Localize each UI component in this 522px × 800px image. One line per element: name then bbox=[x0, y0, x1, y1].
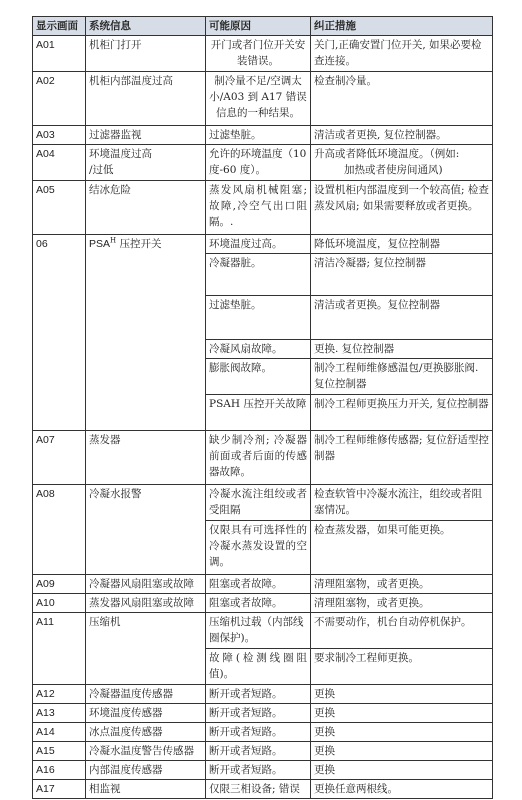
possible-cause: 仅限三相设备; 错误 bbox=[206, 780, 311, 799]
corrective-action: 更换 bbox=[311, 742, 493, 761]
display-code: 06 bbox=[33, 235, 86, 431]
system-info: 冷凝水报警 bbox=[86, 485, 206, 575]
corrective-action: 制冷工程师维修感温包/更换膨胀阀. 复位控制器 bbox=[311, 359, 493, 395]
table-row bbox=[33, 685, 493, 704]
possible-cause: 膨胀阀故障。 bbox=[206, 359, 311, 395]
header-possible-cause: 可能原因 bbox=[206, 17, 311, 36]
system-info: 冷凝器风扇阻塞或故障 bbox=[86, 575, 206, 594]
possible-cause: 断开或者短路。 bbox=[206, 704, 311, 723]
display-code: A15 bbox=[33, 742, 86, 761]
display-code: A10 bbox=[33, 594, 86, 613]
possible-cause: 环境温度过高。 bbox=[206, 235, 311, 254]
system-info: 机柜内部温度过高 bbox=[86, 72, 206, 126]
corrective-action: 清洁或者更换。复位控制器 bbox=[311, 296, 493, 340]
system-info: 相监视 bbox=[86, 780, 206, 799]
possible-cause: PSAH 压控开关故障 bbox=[206, 395, 311, 431]
possible-cause: 阻塞或者故障。 bbox=[206, 575, 311, 594]
display-code: A16 bbox=[33, 761, 86, 780]
header-system-info: 系统信息 bbox=[86, 17, 206, 36]
header-display-code: 显示画面 bbox=[33, 17, 86, 36]
possible-cause: 缺少制冷剂; 冷凝器前面或者后面的传感器故障。 bbox=[206, 431, 311, 485]
system-info bbox=[86, 145, 206, 181]
possible-cause: 故障(检测线圈阻值)。 bbox=[206, 649, 311, 685]
corrective-action: 更换任意两根线。 bbox=[311, 780, 493, 799]
table-row bbox=[33, 485, 493, 521]
table-row bbox=[33, 431, 493, 485]
action-line: 加热或者使房间通风) bbox=[344, 164, 443, 176]
possible-cause: 断开或者短路。 bbox=[206, 685, 311, 704]
possible-cause: 冷凝水流注组绞或者受阻隔 bbox=[206, 485, 311, 521]
table-row bbox=[33, 780, 493, 799]
corrective-action: 关门,正确安置门位开关, 如果必要检查连接。 bbox=[311, 36, 493, 72]
display-code: A13 bbox=[33, 704, 86, 723]
corrective-action bbox=[311, 145, 493, 181]
corrective-action: 更换 bbox=[311, 685, 493, 704]
display-code: A05 bbox=[33, 181, 86, 235]
corrective-action: 清理阻塞物，或者更换。 bbox=[311, 575, 493, 594]
table-row bbox=[33, 126, 493, 145]
display-code: A17 bbox=[33, 780, 86, 799]
possible-cause: 仅限具有可选择性的冷凝水蒸发设置的空调。 bbox=[206, 521, 311, 575]
table-row bbox=[33, 742, 493, 761]
psa-label: PSA bbox=[89, 238, 111, 250]
table-row bbox=[33, 761, 493, 780]
system-info: 内部温度传感器 bbox=[86, 761, 206, 780]
display-code: A09 bbox=[33, 575, 86, 594]
corrective-action: 设置机柜内部温度到一个较高值; 检查蒸发风扇; 如果需要释放或者更换。 bbox=[311, 181, 493, 235]
corrective-action: 清理阻塞物，或者更换。 bbox=[311, 594, 493, 613]
system-info: 过滤器监视 bbox=[86, 126, 206, 145]
system-info: 蒸发器 bbox=[86, 431, 206, 485]
possible-cause: 开门或者门位开关安装错误。 bbox=[206, 36, 311, 72]
possible-cause: 压缩机过载（内部线圈保护)。 bbox=[206, 613, 311, 649]
system-info: 机柜门打开 bbox=[86, 36, 206, 72]
possible-cause: 断开或者短路。 bbox=[206, 742, 311, 761]
possible-cause: 允许的环境温度（10度-60 度）。 bbox=[206, 145, 311, 181]
corrective-action: 更换. 复位控制器 bbox=[311, 340, 493, 359]
corrective-action: 更换 bbox=[311, 723, 493, 742]
table-row bbox=[33, 36, 493, 72]
psa-superscript: H bbox=[110, 236, 117, 245]
possible-cause: 冷凝风扇故障。 bbox=[206, 340, 311, 359]
system-info: 冰点温度传感器 bbox=[86, 723, 206, 742]
possible-cause: 阻塞或者故障。 bbox=[206, 594, 311, 613]
table-row bbox=[33, 72, 493, 126]
table-row bbox=[33, 613, 493, 649]
system-info: 冷凝器温度传感器 bbox=[86, 685, 206, 704]
corrective-action: 不需要动作，机台自动停机保护。 bbox=[311, 613, 493, 649]
table-row bbox=[33, 145, 493, 181]
table-row bbox=[33, 181, 493, 235]
system-info: 环境温度传感器 bbox=[86, 704, 206, 723]
system-info: 冷凝水温度警告传感器 bbox=[86, 742, 206, 761]
corrective-action: 降低环境温度，复位控制器 bbox=[311, 235, 493, 254]
display-code: A02 bbox=[33, 72, 86, 126]
display-code: A04 bbox=[33, 145, 86, 181]
corrective-action: 检查软管中冷凝水流注，组绞或者阻塞情况。 bbox=[311, 485, 493, 521]
action-line: 升高或者降低环境温度。（例如: bbox=[314, 148, 460, 160]
display-code: A14 bbox=[33, 723, 86, 742]
display-code: A12 bbox=[33, 685, 86, 704]
system-info: 压缩机 bbox=[86, 613, 206, 685]
system-info: 结冰危险 bbox=[86, 181, 206, 235]
possible-cause: 冷凝器脏。 bbox=[206, 254, 311, 296]
system-info bbox=[86, 235, 206, 431]
table-row bbox=[33, 594, 493, 613]
corrective-action: 要求制冷工程师更换。 bbox=[311, 649, 493, 685]
table-row bbox=[33, 704, 493, 723]
possible-cause: 制冷量不足/空调太小/A03 到 A17 错误信息的一种结果。 bbox=[206, 72, 311, 126]
fault-code-table bbox=[32, 16, 493, 799]
display-code: A03 bbox=[33, 126, 86, 145]
table-row bbox=[33, 575, 493, 594]
possible-cause: 断开或者短路。 bbox=[206, 761, 311, 780]
psa-suffix: 压控开关 bbox=[116, 238, 162, 250]
corrective-action: 清洁或者更换, 复位控制器。 bbox=[311, 126, 493, 145]
corrective-action: 清洁冷凝器; 复位控制器 bbox=[311, 254, 493, 296]
corrective-action: 更换 bbox=[311, 761, 493, 780]
header-corrective-action: 纠正措施 bbox=[311, 17, 493, 36]
table-row bbox=[33, 723, 493, 742]
system-info: 蒸发器风扇阻塞或故障 bbox=[86, 594, 206, 613]
corrective-action: 检查蒸发器，如果可能更换。 bbox=[311, 521, 493, 575]
corrective-action: 制冷工程师更换压力开关, 复位控制器 bbox=[311, 395, 493, 431]
possible-cause: 断开或者短路。 bbox=[206, 723, 311, 742]
corrective-action: 更换 bbox=[311, 704, 493, 723]
corrective-action: 制冷工程师维修传感器; 复位舒适型控制器 bbox=[311, 431, 493, 485]
display-code: A07 bbox=[33, 431, 86, 485]
table-row bbox=[33, 235, 493, 254]
possible-cause: 过滤垫脏。 bbox=[206, 296, 311, 340]
display-code: A08 bbox=[33, 485, 86, 575]
corrective-action: 检查制冷量。 bbox=[311, 72, 493, 126]
possible-cause: 蒸发风扇机械阻塞; 故障,冷空气出口阻隔。. bbox=[206, 181, 311, 235]
display-code: A11 bbox=[33, 613, 86, 685]
display-code: A01 bbox=[33, 36, 86, 72]
table-header-row bbox=[33, 17, 493, 36]
possible-cause: 过滤垫脏。 bbox=[206, 126, 311, 145]
system-info-line: /过低 bbox=[89, 164, 114, 176]
system-info-line: 环境温度过高 bbox=[89, 148, 152, 160]
